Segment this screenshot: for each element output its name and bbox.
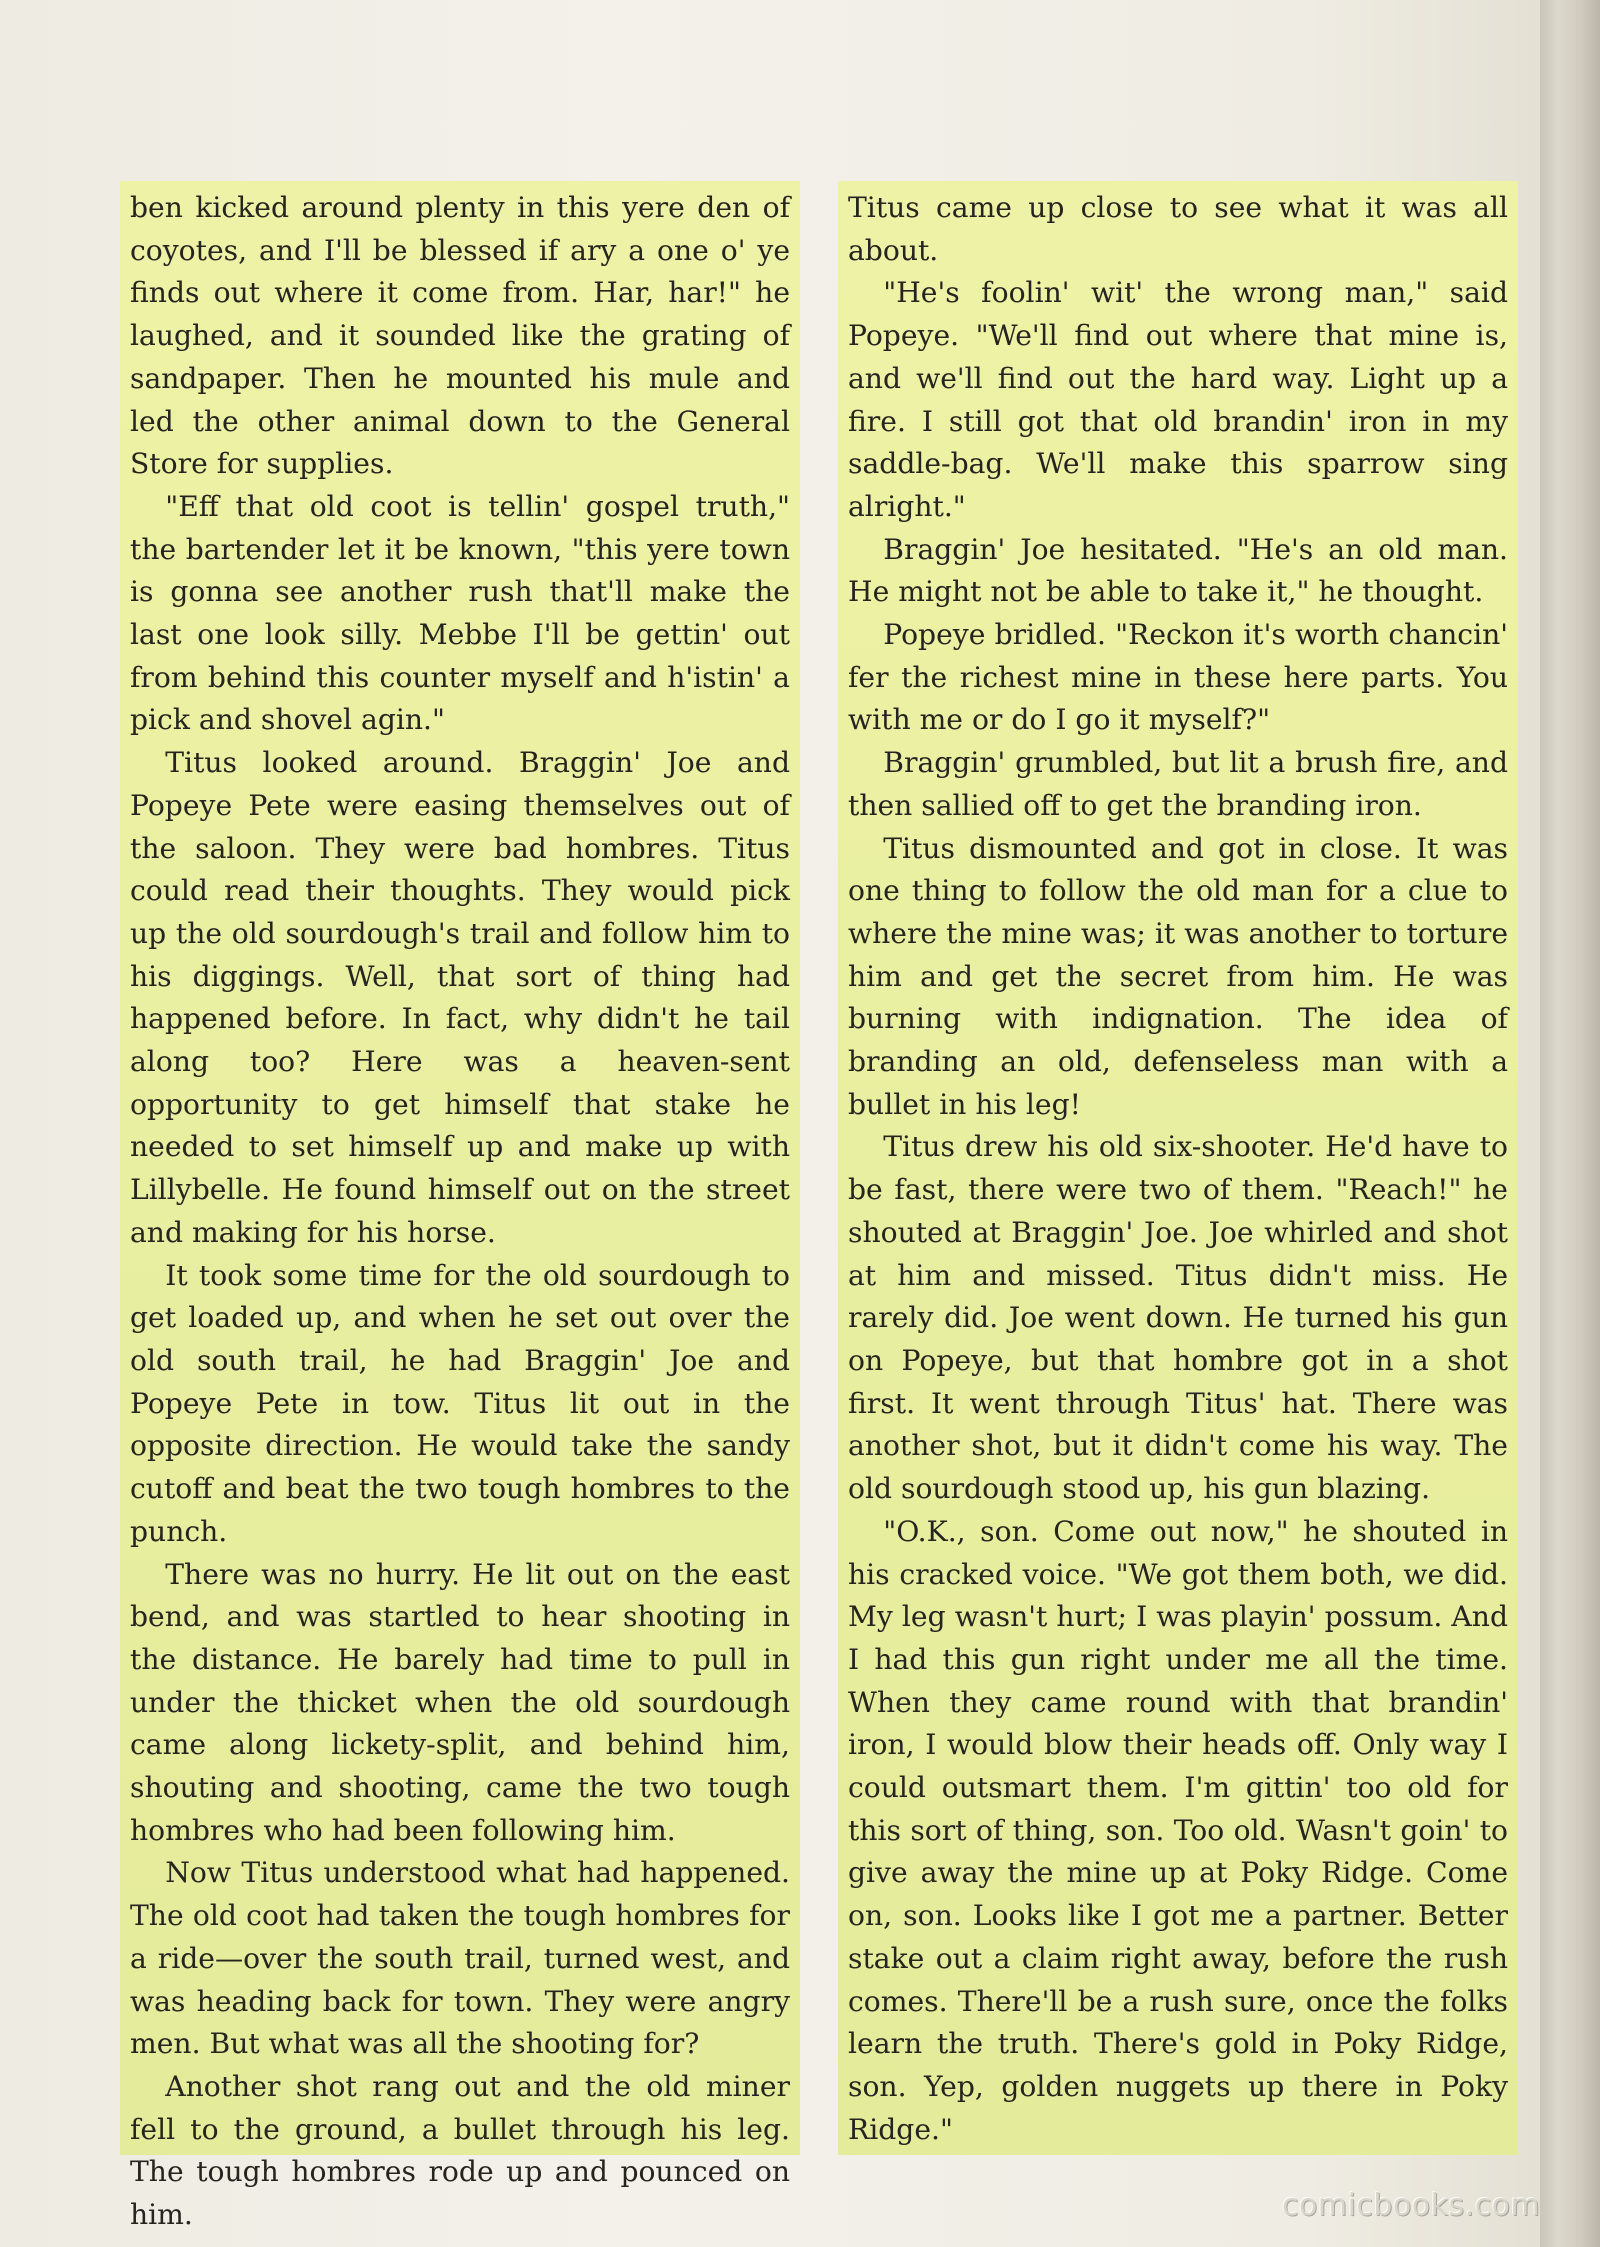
paragraph: Now Titus understood what had happened. The old coot had taken the tough hombres for a ride—over the south trail, turned west, and was heading back for town. They were angry men. But what was all the shooting for? bbox=[130, 1856, 790, 2061]
page-binding-edge bbox=[1540, 0, 1600, 2247]
paragraph: Another shot rang out and the old miner fell to the ground, a bullet through his leg. The tough hombres rode up and pounced on him. bbox=[130, 2069, 790, 2232]
paragraph: Titus looked around. Braggin' Joe and Popeye Pete were easing themselves out of the saloon. They were bad hombres. Titus could read their thoughts. They would pick up the old sourdough's trail and follow him to his diggings. Well, that sort of thing had happened before. In fact, why didn't he tail along too? Here was a heaven-sent opportunity to get himself that stake he needed to set himself up and make up with Lillybelle. He found himself out on the street and making for his horse. bbox=[130, 746, 790, 1249]
paragraph: It took some time for the old sourdough to get loaded up, and when he set out over the old south trail, he had Braggin' Joe and Popeye Pete in tow. Titus lit out in the opposite direction. He would take the sandy cutoff and beat the two tough hombres to the punch. bbox=[130, 1258, 790, 1548]
paragraph: Braggin' grumbled, but lit a brush fire, and then sallied off to get the branding iron. bbox=[848, 746, 1508, 822]
paragraph: Braggin' Joe hesitated. "He's an old man. He might not be able to take it," he thought. bbox=[848, 532, 1508, 609]
paragraph: Popeye bridled. "Reckon it's worth chancin' fer the richest mine in these here parts. You with me or do I go it myself?" bbox=[848, 618, 1508, 737]
paragraph: Titus came up close to see what it was all about. bbox=[848, 191, 1508, 267]
site-watermark: comicbooks.com bbox=[1282, 2188, 1541, 2223]
paragraph: Titus dismounted and got in close. It was one thing to follow the old man for a clue to where the mine was; it was another to torture him and get the secret from him. He was burning with indignation. The idea of branding an old, defenseless man with a bullet in his leg! bbox=[848, 831, 1508, 1121]
right-text-column bbox=[838, 181, 1518, 2155]
paragraph: Titus drew his old six-shooter. He'd have to be fast, there were two of them. "Reach!" he shouted at Braggin' Joe. Joe whirled and shot at him and missed. Titus didn't miss. He rarely did. Joe went down. He turned his gun on Popeye, but that hombre got in a shot first. It went through Titus' hat. There was another shot, but it didn't come his way. The old sourdough stood up, his gun blazing. bbox=[848, 1130, 1508, 1506]
paragraph: ben kicked around plenty in this yere den of coyotes, and I'll be blessed if ary a one o' ye finds out where it come from. Har, har!" he laughed, and it sounded like the grating of sandpaper. Then he mounted his mule and led the other animal down to the General Store for supplies. bbox=[130, 191, 790, 481]
paragraph: "He's foolin' wit' the wrong man," said Popeye. "We'll find out where that mine is, and we'll find out the hard way. Light up a fire. I still got that old brandin' iron in my saddle-bag. We'll make this sparrow sing alright." bbox=[848, 276, 1508, 523]
paragraph: "Eff that old coot is tellin' gospel truth," the bartender let it be known, "this yere town is gonna see another rush that'll make the last one look silly. Mebbe I'll be gettin' out from behind this counter myself and h'istin' a pick and shovel agin." bbox=[130, 489, 790, 737]
paragraph: "O.K., son. Come out now," he shouted in his cracked voice. "We got them both, we did. My leg wasn't hurt; I was playin' possum. And I had this gun right under me all the time. When they came round with that brandin' iron, I would blow their heads off. Only way I could outsmart them. I'm gittin' too old for this sort of thing, son. Too old. Wasn't goin' to give away the mine up at Poky Ridge. Come on, son. Looks like I got me a partner. Better stake out a claim right away, before the rush comes. There'll be a rush sure, once the folks learn the truth. There's gold in Poky Ridge, son. Yep, golden nuggets up there in Poky Ridge." bbox=[848, 1514, 1508, 2146]
left-text-column bbox=[120, 181, 800, 2232]
paragraph: There was no hurry. He lit out on the east bend, and was startled to hear shooting in the distance. He barely had time to pull in under the thicket when the old sourdough came along lickety-split, and behind him, shouting and shooting, came the two tough hombres who had been following him. bbox=[130, 1557, 790, 1847]
